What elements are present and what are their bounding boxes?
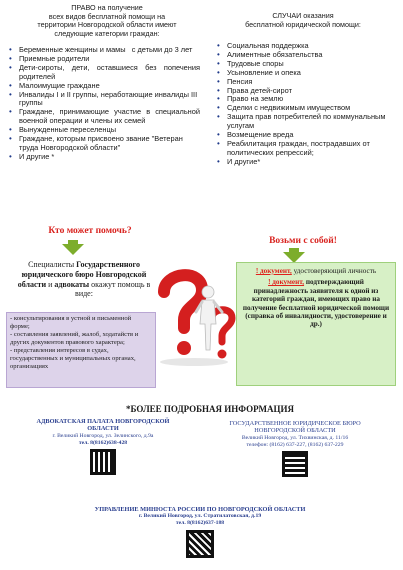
list-item: • Малоимущие граждане xyxy=(6,82,200,91)
left-header-line: ПРАВО на получение xyxy=(71,3,143,12)
down-arrow-icon xyxy=(62,240,84,255)
list-item: • Право на землю xyxy=(214,95,394,104)
contact-legal-bureau xyxy=(206,420,384,477)
list-item: • Защита прав потребителей по коммунальным услугам xyxy=(214,113,394,131)
contact-address: г. Великий Новгород, ул. Стратилатовская, д.19 xyxy=(138,513,262,520)
list-item: • Инвалиды I и II группы, неработающие инвалиды III группы xyxy=(6,91,200,109)
contact-ministry-justice xyxy=(60,506,340,558)
documents-box xyxy=(236,262,396,386)
down-arrow-icon xyxy=(283,248,305,263)
list-item: • Социальная поддержка xyxy=(214,42,394,51)
list-item: • Реабилитация граждан, пострадавших от политических репрессий; xyxy=(214,140,394,158)
qr-code-icon xyxy=(282,451,308,477)
list-item: • Граждане, принимающие участие в специальной военной операции и члены их семей xyxy=(6,108,200,126)
specialists-and: и xyxy=(48,279,53,289)
help-type-item: - представления интересов в судах, государственных и муниципальных органах, организациях xyxy=(10,347,136,370)
left-header-line: следующие категории граждан: xyxy=(54,28,160,38)
document-item xyxy=(241,267,391,275)
contact-address: Великий Новгород, ул. Тихвинская, д. 11/16 xyxy=(241,434,349,441)
left-header-line: всех видов бесплатной помощи на xyxy=(48,11,166,21)
who-can-help-title: Кто может помочь? xyxy=(48,226,132,236)
list-item: • Приемные родители xyxy=(6,55,200,64)
list-item: • Возмещение вреда xyxy=(214,131,394,140)
question-mark-icon xyxy=(150,262,238,370)
document-description: подтверждающий принадлежность заявителя к одной из категорий граждан, имеющих право на получение бесплатной юридической помощи (справка об инвалидности, удостоверение и др.) xyxy=(242,278,390,329)
contact-bar-association xyxy=(28,418,178,475)
bureau-name: Государственного юридического бюро Новгородской области xyxy=(17,260,147,289)
contact-title: АДВОКАТСКАЯ ПАЛАТА НОВГОРОДСКОЙ ОБЛАСТИ xyxy=(36,418,170,433)
left-header xyxy=(22,4,192,38)
right-header xyxy=(218,12,388,29)
lawyers-word: адвокаты xyxy=(54,279,90,289)
document-item xyxy=(241,278,391,328)
help-cases-list xyxy=(214,42,394,167)
bring-with-you-title: Возьми с собой! xyxy=(269,236,337,246)
contact-phone: телефон: (8162) 637-227, (8162) 637-229 xyxy=(246,441,344,448)
list-item: • Дети-сироты, дети, оставшиеся без попечения родителей xyxy=(6,64,200,82)
list-item: • Усыновление и опека xyxy=(214,69,394,78)
list-item: • Сделки с недвижимым имуществом xyxy=(214,104,394,113)
list-item: • Беременные женщины и мамы с детьми до 3 лет xyxy=(6,46,200,55)
help-types-box xyxy=(6,312,156,388)
list-item: • И другие* xyxy=(214,158,394,167)
qr-code-icon xyxy=(90,449,116,475)
list-item: • Вынужденные переселенцы xyxy=(6,126,200,135)
specialists-lead: Специалисты xyxy=(28,260,75,269)
list-item: • Алиментные обязательства xyxy=(214,51,394,60)
document-description: удостоверяющий личность xyxy=(293,267,377,275)
contact-phone: тел. 8(8162)638-428 xyxy=(78,439,128,446)
qr-code-icon xyxy=(186,530,214,558)
right-header-line: бесплатной юридической помощи: xyxy=(245,19,361,29)
contact-title: УПРАВЛЕНИЕ МИНЮСТА РОССИИ ПО НОВГОРОДСКОЙ ОБЛАСТИ xyxy=(94,506,306,513)
contact-address: г. Великий Новгород, ул. Зелинского, д.9а xyxy=(52,432,154,439)
question-marks-illustration xyxy=(150,262,238,370)
eligible-categories-list xyxy=(6,46,200,162)
contact-title: ГОСУДАРСТВЕННОЕ ЮРИДИЧЕСКОЕ БЮРО НОВГОРОДСКОЙ ОБЛАСТИ xyxy=(229,420,361,435)
help-type-item: - консультирования в устной и письменной форме; xyxy=(10,315,132,330)
list-item: • Пенсия xyxy=(214,78,394,87)
help-type-item: - составления заявлений, жалоб, ходатайств и других документов правового характера; xyxy=(10,331,139,346)
contact-phone: тел. 8(8162)637-188 xyxy=(175,520,225,527)
list-item: • И другие * xyxy=(6,153,200,162)
document-marker: ! документ, xyxy=(268,278,305,287)
right-header-line: СЛУЧАИ оказания xyxy=(272,11,334,20)
list-item: • Трудовые споры xyxy=(214,60,394,69)
list-item: • Граждане, которым присвоено звание "Ветеран труда Новгородской области" xyxy=(6,135,200,153)
list-item: • Права детей-сирот xyxy=(214,87,394,96)
specialists-tail: окажут помощь в виде: xyxy=(75,279,151,299)
more-info-heading: *БОЛЕЕ ПОДРОБНАЯ ИНФОРМАЦИЯ xyxy=(126,404,294,414)
specialists-text xyxy=(8,260,160,299)
document-marker: ! документ, xyxy=(255,267,292,275)
left-header-line: территории Новгородской области имеют xyxy=(37,20,177,30)
